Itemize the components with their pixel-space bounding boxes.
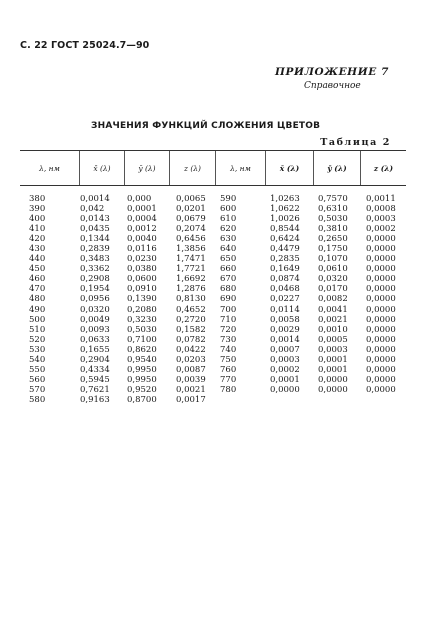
- table-cell: 580: [29, 394, 46, 405]
- table-header-row: [20, 151, 406, 185]
- table-cell: 770: [220, 374, 237, 385]
- table-cell: 0,0380: [127, 264, 157, 275]
- table-cell: 1,0026: [270, 214, 300, 225]
- table-cell: 0,2904: [80, 354, 110, 365]
- table-cell: 0,0320: [80, 304, 110, 315]
- page-header: С. 22 ГОСТ 25024.7—90: [20, 40, 150, 51]
- column-y-right: [314, 194, 361, 405]
- table-cell: 380: [29, 194, 46, 204]
- table-cell: 0,3483: [80, 254, 110, 265]
- table-cell: 0,0014: [80, 194, 110, 204]
- table-cell: 0,6424: [270, 234, 300, 245]
- table-cell: 0,0000: [270, 384, 300, 395]
- table-cell: 470: [29, 284, 46, 295]
- table-cell: 450: [29, 264, 46, 275]
- table-cell: 0,0001: [127, 204, 157, 215]
- column-header-x-1: x̄ (λ): [80, 151, 125, 185]
- table-cell: 670: [220, 274, 237, 285]
- table-cell: 0,2835: [270, 254, 300, 265]
- column-x-left: [80, 194, 125, 405]
- table-cell: 0,0956: [80, 294, 110, 305]
- table-cell: 0,5030: [318, 214, 348, 225]
- table-cell: 710: [220, 314, 237, 325]
- table-cell: 1,2876: [176, 284, 206, 295]
- table-cell: 640: [220, 244, 237, 255]
- column-header-x-2: x̄ (λ): [266, 151, 314, 185]
- table-cell: 0,0058: [270, 314, 300, 325]
- table-cell: 660: [220, 264, 237, 275]
- column-header-y-1: ȳ (λ): [125, 151, 170, 185]
- table-cell: 0,0610: [318, 264, 348, 275]
- table-cell: 700: [220, 304, 237, 315]
- column-y-left: [125, 194, 170, 405]
- table-cell: 560: [29, 374, 46, 385]
- table-cell: 0,0001: [318, 354, 348, 365]
- table-cell: 570: [29, 384, 46, 395]
- appendix-title: ПРИЛОЖЕНИЕ 7: [275, 66, 389, 78]
- table-cell: 0,0005: [318, 334, 348, 345]
- table-cell: 0,8620: [127, 344, 157, 355]
- table-cell: 0,0143: [80, 214, 110, 225]
- table-cell: 0,9950: [127, 374, 157, 385]
- table-cell: 0,0017: [176, 394, 206, 405]
- table-cell: 0,0000: [366, 274, 396, 285]
- column-header-z-1: z (λ): [170, 151, 216, 185]
- table-cell: 0,0170: [318, 284, 348, 295]
- column-header-lambda-2: λ, нм: [216, 151, 266, 185]
- table-cell: 740: [220, 344, 237, 355]
- table-cell: 0,0039: [176, 374, 206, 385]
- table-cell: 0,0000: [366, 334, 396, 345]
- table-cell: 0,0002: [366, 224, 396, 235]
- table-cell: 0,0000: [366, 244, 396, 255]
- table-cell: 0,9540: [127, 354, 157, 365]
- table-cell: 1,0263: [270, 194, 300, 204]
- table-cell: 600: [220, 204, 237, 215]
- table-cell: 620: [220, 224, 237, 235]
- table-cell: 0,0003: [270, 354, 300, 365]
- table-cell: 0,0227: [270, 294, 300, 305]
- table-cell: 0,0021: [176, 384, 206, 395]
- table-number: Таблица 2: [320, 137, 391, 148]
- table-cell: 0,8700: [127, 394, 157, 405]
- table-cell: 400: [29, 214, 46, 225]
- table-cell: 420: [29, 234, 46, 245]
- table-cell: 1,7471: [176, 254, 206, 265]
- table-cell: 0,0000: [366, 344, 396, 355]
- table-cell: 730: [220, 334, 237, 345]
- table-cell: 0,0014: [270, 334, 300, 345]
- table-cell: 0,3810: [318, 224, 348, 235]
- table-cell: 1,6692: [176, 274, 206, 285]
- table-cell: 430: [29, 244, 46, 255]
- table-cell: 0,7621: [80, 384, 110, 395]
- table-cell: 0,0049: [80, 314, 110, 325]
- table-cell: 630: [220, 234, 237, 245]
- table-cell: 0,0002: [270, 364, 300, 375]
- table-cell: 0,1954: [80, 284, 110, 295]
- table-cell: 0,0003: [366, 214, 396, 225]
- table-cell: 0,3230: [127, 314, 157, 325]
- table-cell: 0,042: [80, 204, 105, 215]
- table-cell: 0,1750: [318, 244, 348, 255]
- table-cell: 0,4479: [270, 244, 300, 255]
- table-cell: 0,0600: [127, 274, 157, 285]
- table-cell: 0,0087: [176, 364, 206, 375]
- table-cell: 0,0000: [366, 364, 396, 375]
- table-cell: 0,6310: [318, 204, 348, 215]
- table-cell: 0,1582: [176, 324, 206, 335]
- table-cell: 0,0065: [176, 194, 206, 204]
- table-cell: 780: [220, 384, 237, 395]
- table-cell: 0,0004: [127, 214, 157, 225]
- table-cell: 0,0003: [318, 344, 348, 355]
- table-cell: 0,0082: [318, 294, 348, 305]
- table-cell: 460: [29, 274, 46, 285]
- table-cell: 0,7570: [318, 194, 348, 204]
- table-cell: 0,0040: [127, 234, 157, 245]
- table-cell: 540: [29, 354, 46, 365]
- table-cell: 0,0116: [127, 244, 157, 255]
- table-cell: 1,7721: [176, 264, 206, 275]
- table-cell: 0,3362: [80, 264, 110, 275]
- column-header-z-2: z (λ): [373, 163, 394, 173]
- table-cell: 0,0001: [318, 364, 348, 375]
- table-cell: 0,0007: [270, 344, 300, 355]
- appendix-subtitle: Справочное: [304, 81, 361, 91]
- table-cell: 0,0029: [270, 324, 300, 335]
- table-cell: 610: [220, 214, 237, 225]
- table-cell: 0,0782: [176, 334, 206, 345]
- table-cell: 0,7100: [127, 334, 157, 345]
- table-cell: 0,4334: [80, 364, 110, 375]
- table-cell: 0,0012: [127, 224, 157, 235]
- table-cell: 0,0000: [366, 284, 396, 295]
- table-cell: 480: [29, 294, 46, 305]
- table-cell: 0,0230: [127, 254, 157, 265]
- table-cell: 500: [29, 314, 46, 325]
- table-cell: 0,6456: [176, 234, 206, 245]
- table-cell: 0,0000: [366, 324, 396, 335]
- table-cell: 0,0633: [80, 334, 110, 345]
- table-cell: 0,9950: [127, 364, 157, 375]
- column-header-y-2: ȳ (λ): [314, 151, 361, 185]
- table-cell: 410: [29, 224, 46, 235]
- table-cell: 0,0000: [366, 384, 396, 395]
- table-cell: 0,0041: [318, 304, 348, 315]
- table-cell: 0,1655: [80, 344, 110, 355]
- table-cell: 0,0000: [366, 254, 396, 265]
- table-cell: 0,1390: [127, 294, 157, 305]
- table-cell: 440: [29, 254, 46, 265]
- table-cell: 750: [220, 354, 237, 365]
- table-cell: 0,2839: [80, 244, 110, 255]
- table-header-rule: [20, 185, 406, 186]
- table-cell: 0,0679: [176, 214, 206, 225]
- table-cell: 690: [220, 294, 237, 305]
- table-cell: 520: [29, 334, 46, 345]
- table-cell: 0,1344: [80, 234, 110, 245]
- column-x-right: [266, 194, 314, 405]
- table-cell: 0,4652: [176, 304, 206, 315]
- table-cell: 0,2720: [176, 314, 206, 325]
- table-cell: 0,1649: [270, 264, 300, 275]
- table-cell: 390: [29, 204, 46, 215]
- table-cell: 1,0622: [270, 204, 300, 215]
- column-z-left: [170, 194, 216, 405]
- table-cell: 0,2074: [176, 224, 206, 235]
- table-cell: 0,5945: [80, 374, 110, 385]
- table-heading: ЗНАЧЕНИЯ ФУНКЦИЙ СЛОЖЕНИЯ ЦВЕТОВ: [91, 121, 321, 131]
- table-cell: 0,0874: [270, 274, 300, 285]
- table-cell: 0,0114: [270, 304, 300, 315]
- table-cell: 0,1070: [318, 254, 348, 265]
- table-cell: 0,0011: [366, 194, 396, 204]
- table-cell: 590: [220, 194, 237, 204]
- table-cell: 490: [29, 304, 46, 315]
- table-cell: 760: [220, 364, 237, 375]
- table-cell: 0,0201: [176, 204, 206, 215]
- table-cell: 0,0468: [270, 284, 300, 295]
- table-cell: 0,8544: [270, 224, 300, 235]
- table-cell: 0,0203: [176, 354, 206, 365]
- table-cell: 1,3856: [176, 244, 206, 255]
- table-cell: 0,0000: [366, 264, 396, 275]
- table-cell: 0,0000: [366, 294, 396, 305]
- table-cell: 720: [220, 324, 237, 335]
- table-cell: 680: [220, 284, 237, 295]
- table-cell: 0,0000: [366, 374, 396, 385]
- table-cell: 0,0010: [318, 324, 348, 335]
- table-cell: 0,0000: [366, 314, 396, 325]
- table-cell: 0,0000: [366, 354, 396, 365]
- table-cell: 0,0435: [80, 224, 110, 235]
- table-cell: 0,0910: [127, 284, 157, 295]
- table-cell: 0,0000: [366, 304, 396, 315]
- table-cell: 0,0008: [366, 204, 396, 215]
- column-lambda-left: [20, 194, 80, 405]
- table-body: [20, 194, 406, 405]
- table-cell: 650: [220, 254, 237, 265]
- table-cell: 0,2650: [318, 234, 348, 245]
- table-cell: 0,0000: [318, 374, 348, 385]
- table-cell: 0,0320: [318, 274, 348, 285]
- column-z-right: [361, 194, 406, 405]
- column-lambda-right: [216, 194, 266, 405]
- table-cell: 0,5030: [127, 324, 157, 335]
- table-cell: 0,0422: [176, 344, 206, 355]
- table-cell: 0,000: [127, 194, 152, 204]
- table-cell: 0,0093: [80, 324, 110, 335]
- table-cell: 510: [29, 324, 46, 335]
- table-cell: 0,0021: [318, 314, 348, 325]
- table-cell: 530: [29, 344, 46, 355]
- table-cell: 550: [29, 364, 46, 375]
- column-header-lambda-1: λ, нм: [20, 151, 80, 185]
- table-cell: 0,2908: [80, 274, 110, 285]
- table-cell: 0,0000: [318, 384, 348, 395]
- table-cell: 0,0000: [366, 234, 396, 245]
- table-cell: 0,2080: [127, 304, 157, 315]
- table-cell: 0,0001: [270, 374, 300, 385]
- table-cell: 0,9163: [80, 394, 110, 405]
- table-cell: 0,8130: [176, 294, 206, 305]
- table-cell: 0,9520: [127, 384, 157, 395]
